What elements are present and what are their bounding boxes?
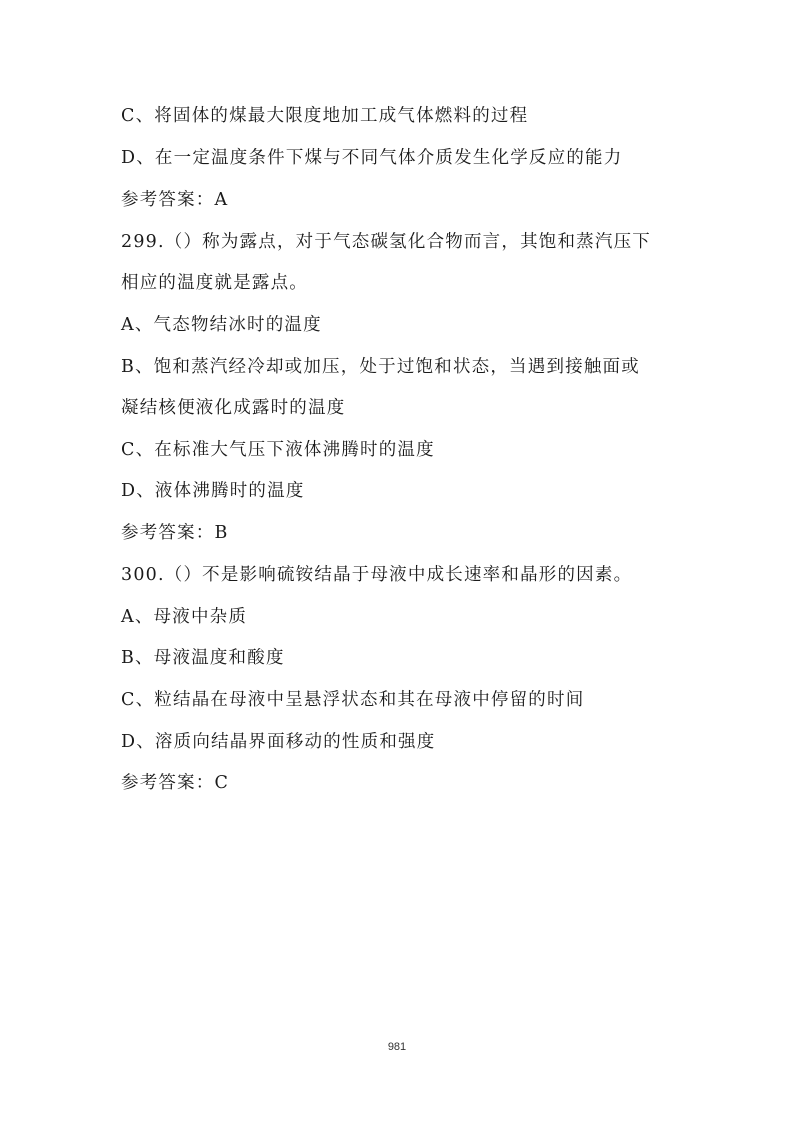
question-299-line-1: 299.（）称为露点，对于气态碳氢化合物而言，其饱和蒸汽压下 <box>121 232 651 252</box>
question-300: 300.（）不是影响硫铵结晶于母液中成长速率和晶形的因素。 <box>121 565 633 585</box>
option-b-q299-line-2: 凝结核便液化成露时的温度 <box>121 398 346 418</box>
option-c-q298: C、将固体的煤最大限度地加工成气体燃料的过程 <box>121 106 529 126</box>
option-d-q299: D、液体沸腾时的温度 <box>121 481 305 501</box>
option-b-q299-line-1: B、饱和蒸汽经冷却或加压，处于过饱和状态，当遇到接触面或 <box>121 357 640 377</box>
answer-q300: 参考答案：C <box>121 773 230 793</box>
answer-q298: 参考答案：A <box>121 190 229 210</box>
option-d-q298: D、在一定温度条件下煤与不同气体介质发生化学反应的能力 <box>121 148 623 168</box>
option-c-q299: C、在标准大气压下液体沸腾时的温度 <box>121 440 435 460</box>
question-299-line-2: 相应的温度就是露点。 <box>121 273 308 293</box>
answer-q299: 参考答案：B <box>121 523 229 543</box>
option-d-q300: D、溶质向结晶界面移动的性质和强度 <box>121 732 436 752</box>
option-c-q300: C、粒结晶在母液中呈悬浮状态和其在母液中停留的时间 <box>121 690 585 710</box>
option-a-q299: A、气态物结冰时的温度 <box>121 315 322 335</box>
page-number: 981 <box>387 1041 407 1053</box>
option-b-q300: B、母液温度和酸度 <box>121 648 285 668</box>
option-a-q300: A、母液中杂质 <box>121 607 248 627</box>
